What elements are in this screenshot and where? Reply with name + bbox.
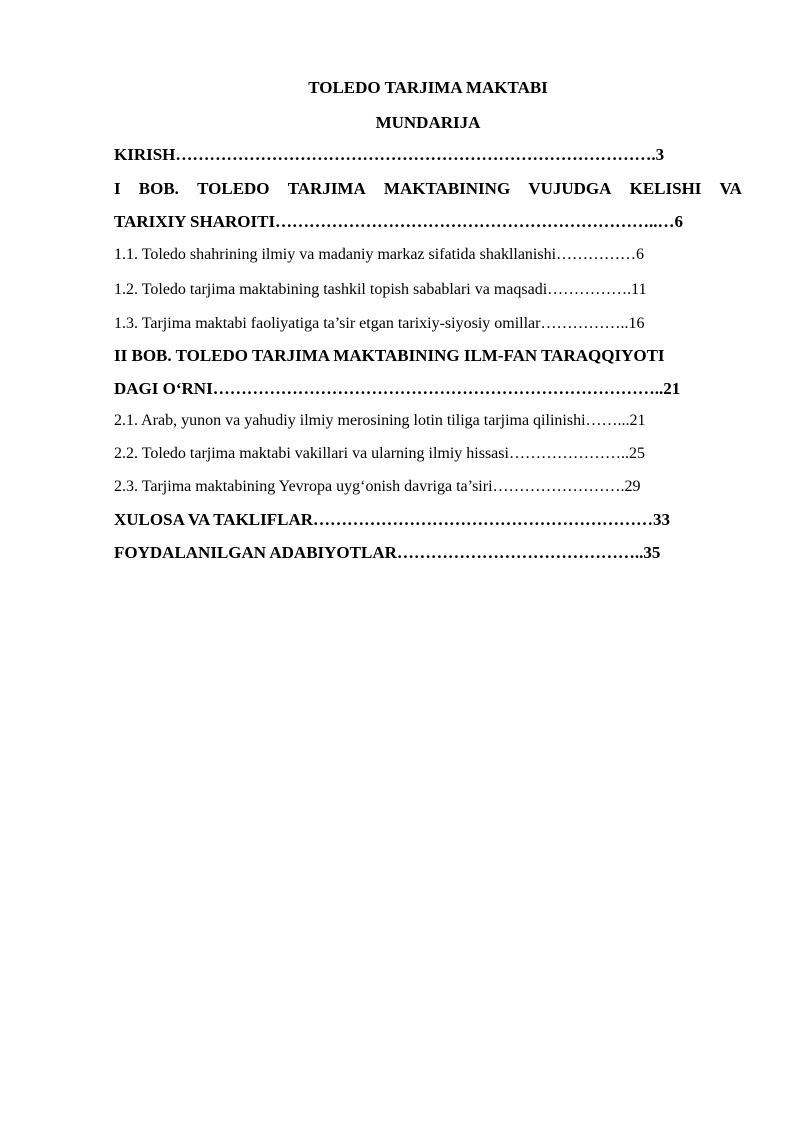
toc-word: MAKTABINING [383,179,511,198]
toc-entry-chapter1-line1 [114,178,742,200]
toc-entry-2-1: 2.1. Arab, yunon va yahudiy ilmiy merosining lotin tiliga tarjima qilinishi……...21 [114,412,646,429]
toc-entry-references: FOYDALANILGAN ADABIYOTLAR……………………………………..35 [114,543,661,562]
school-title: TOLEDO TARJIMA MAKTABI [308,78,548,97]
toc-word: TARJIMA [287,179,366,198]
toc-entry-2-2: 2.2. Toledo tarjima maktabi vakillari va ularning ilmiy hissasi…………………..25 [114,445,645,462]
toc-entry-chapter2-line1: II BOB. TOLEDO TARJIMA MAKTABINING ILM-FAN TARAQQIYOTI [114,346,665,365]
toc-word: KELISHI [629,179,702,198]
toc-word: VA [719,179,742,198]
toc-entry-1-3: 1.3. Tarjima maktabi faoliyatiga ta’sir etgan tarixiy-siyosiy omillar……………..16 [114,315,645,332]
toc-entry-chapter2-line2: DAGI O‘RNI……………………………………………………………………..21 [114,379,681,398]
toc-entry-conclusion: XULOSA VA TAKLIFLAR……………………………………………………33 [114,510,671,529]
toc-entry-2-3: 2.3. Tarjima maktabining Yevropa uyg‘onish davriga ta’siri…………………….29 [114,478,641,495]
toc-entry-1-2: 1.2. Toledo tarjima maktabining tashkil topish sabablari va maqsadi…………….11 [114,281,647,298]
toc-word: VUJUDGA [528,179,612,198]
toc-word: TOLEDO [197,179,270,198]
toc-entry-chapter1-line2: TARIXIY SHAROITI…………………………………………………………..…6 [114,212,684,231]
toc-word: I [114,179,121,198]
toc-entry-1-1: 1.1. Toledo shahrining ilmiy va madaniy markaz sifatida shakllanishi……………6 [114,246,645,263]
toc-word: BOB. [138,179,179,198]
toc-title: MUNDARIJA [375,113,481,132]
toc-entry-kirish: KIRISH………………………………………………………………………….3 [114,145,665,164]
